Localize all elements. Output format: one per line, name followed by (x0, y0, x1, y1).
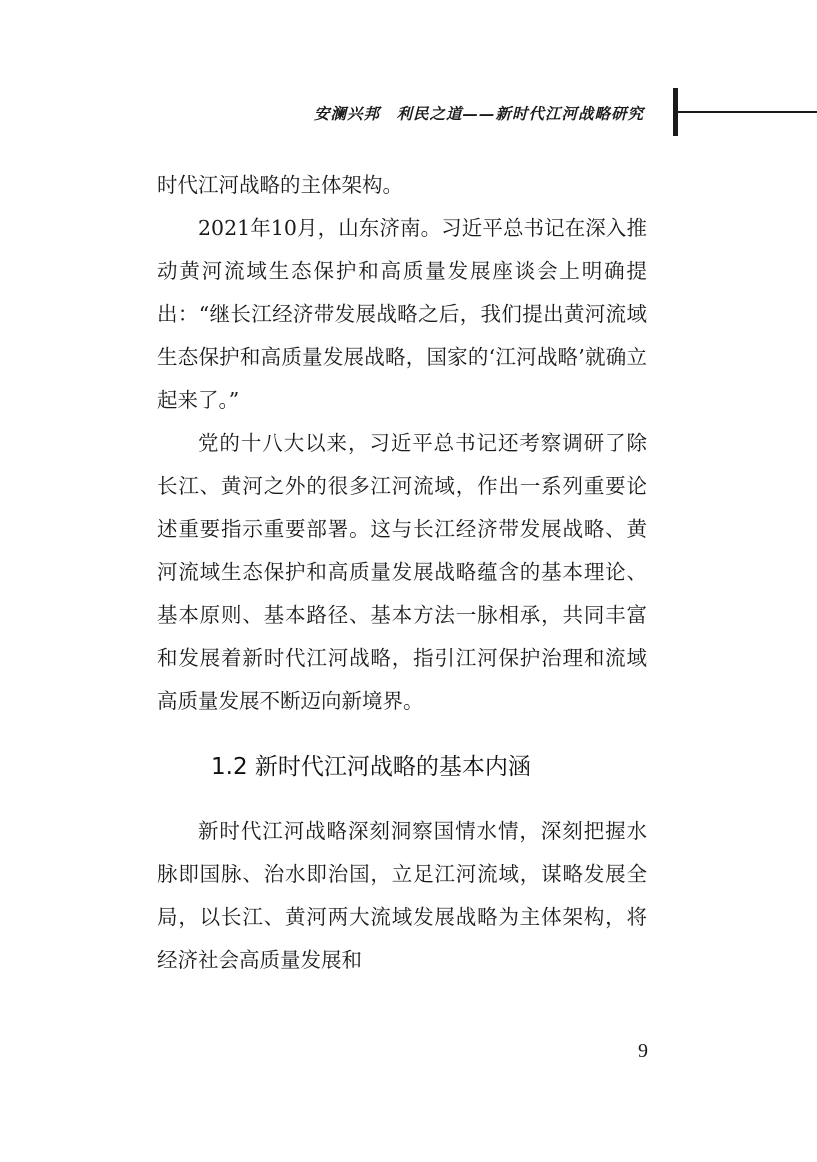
header-rule (678, 111, 817, 113)
running-header: 安澜兴邦 利民之道——新时代江河战略研究 (313, 105, 644, 123)
page-number: 9 (638, 1040, 648, 1062)
paragraph: 2021年10月，山东济南。习近平总书记在深入推动黄河流域生态保护和高质量发展座谈会上明确提出：“继长江经济带发展战略之后，我们提出黄河流域生态保护和高质量发展战略，国家的‘江河战略’就确立起来了。” (157, 216, 647, 412)
paragraph: 新时代江河战略深刻洞察国情水情，深刻把握水脉即国脉、治水即治国，立足江河流域，谋略发展全局，以长江、黄河两大流域发展战略为主体架构，将经济社会高质量发展和 (157, 819, 647, 972)
paragraph: 党的十八大以来，习近平总书记还考察调研了除长江、黄河之外的很多江河流域，作出一系列重要论述重要指示重要部署。这与长江经济带发展战略、黄河流域生态保护和高质量发展战略蕴含的基本理论、基本原则、基本路径、基本方法一脉相承，共同丰富和发展着新时代江河战略，指引江河保护治理和流域高质量发展不断迈向新境界。 (157, 431, 647, 713)
section-heading: 1.2 新时代江河战略的基本内涵 (211, 754, 531, 780)
body-text (157, 164, 647, 982)
paragraph-continuation: 时代江河战略的主体架构。 (157, 173, 403, 197)
